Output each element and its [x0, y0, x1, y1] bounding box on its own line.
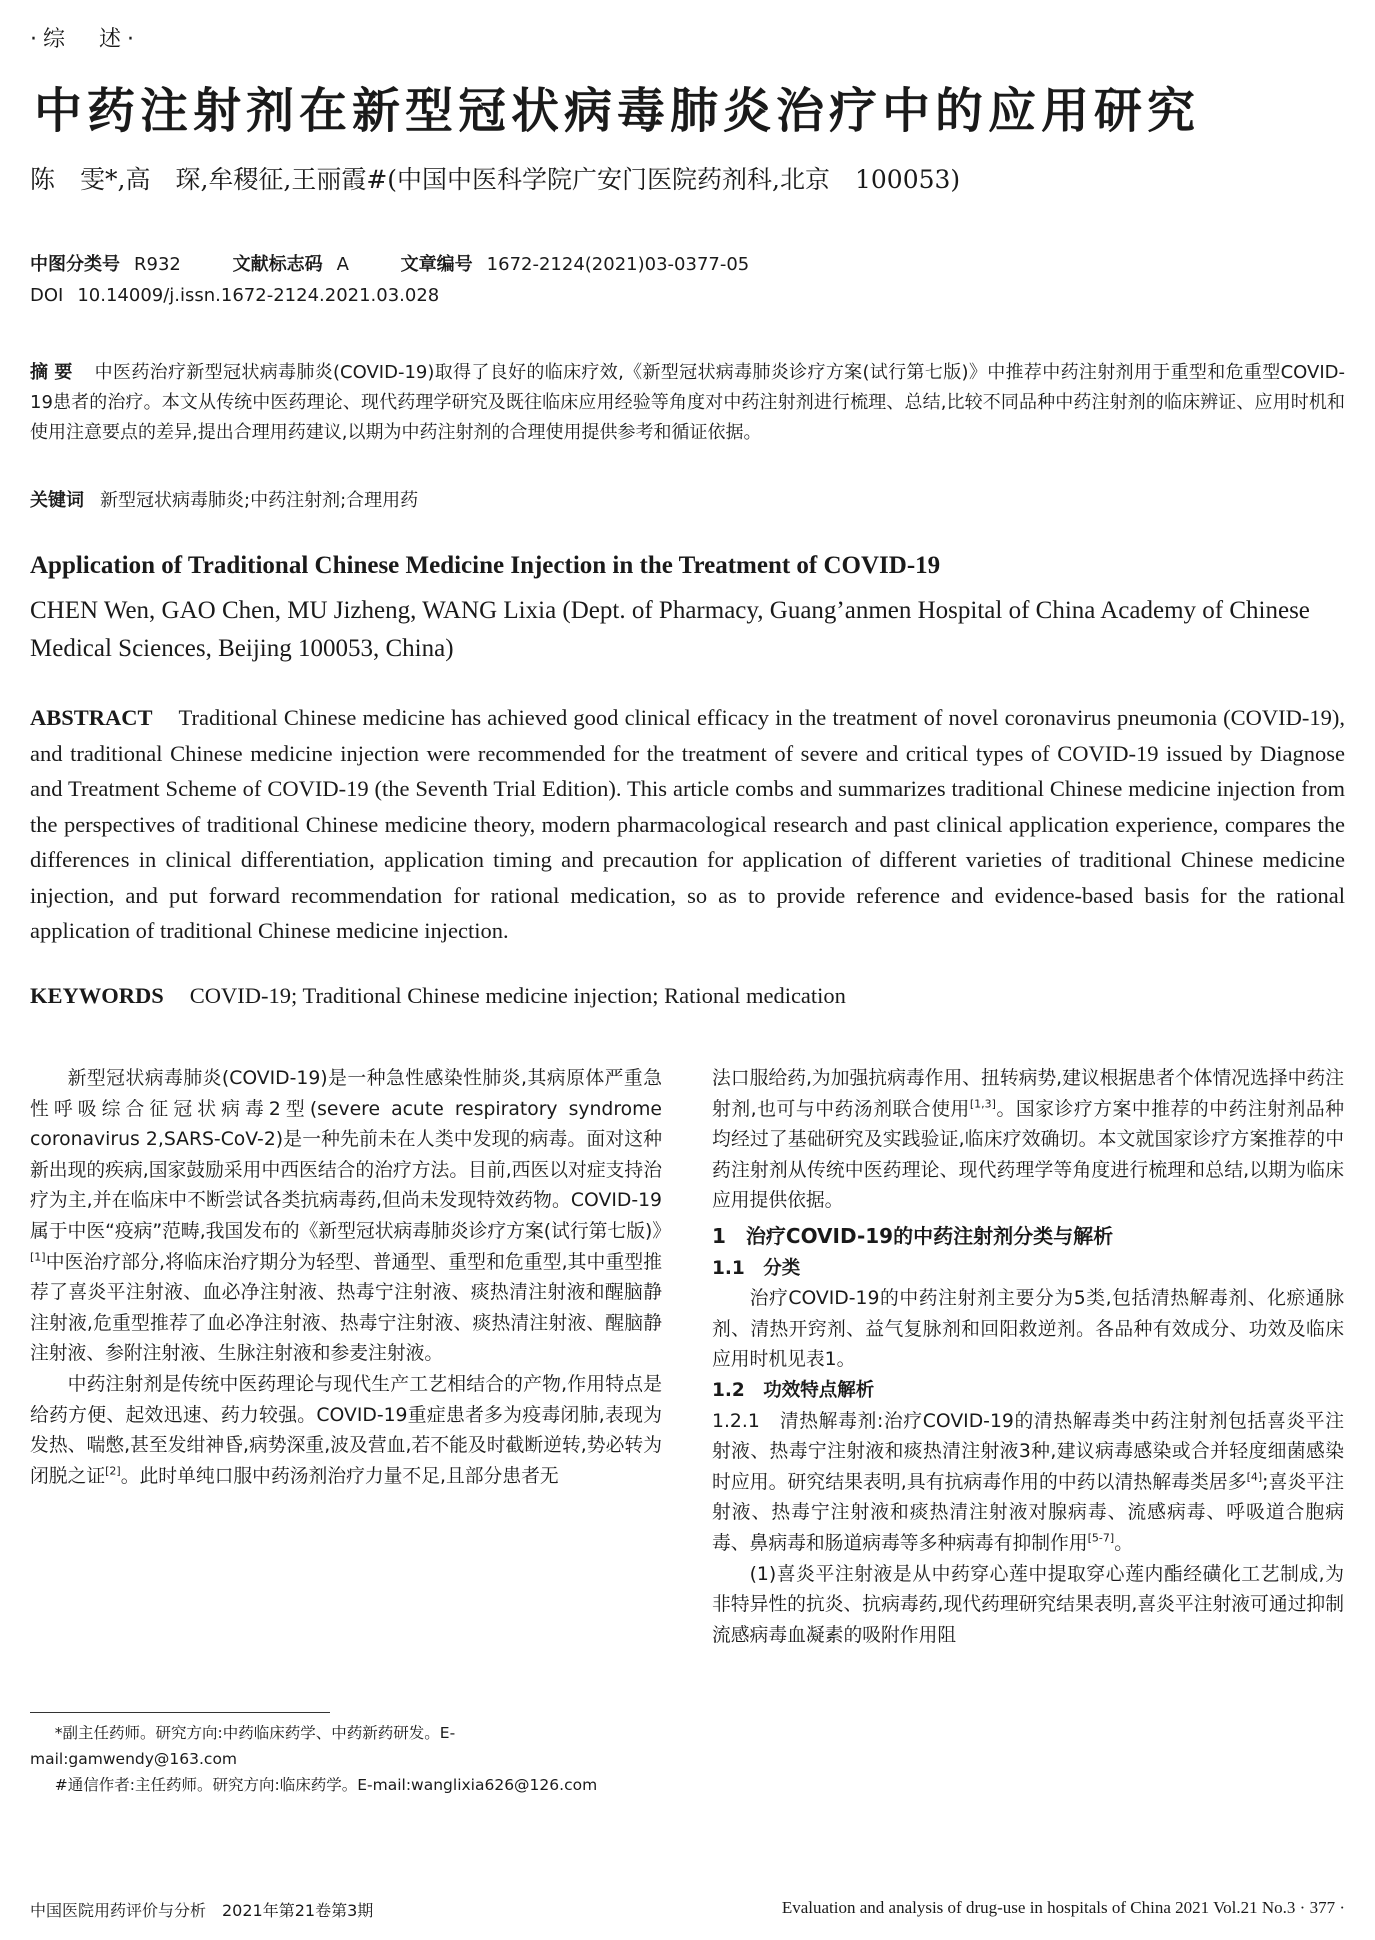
keywords-cn [30, 486, 418, 512]
citation: [5-7] [1087, 1531, 1115, 1545]
body-paragraph: 治疗COVID-19的中药注射剂主要分为5类,包括清热解毒剂、化瘀通脉剂、清热开窍剂、益气复脉剂和回阳救逆剂。各品种有效成分、功效及临床应用时机见表1。 [712, 1288, 1344, 1371]
footer-journal-en: Evaluation and analysis of drug-use in hospitals of China 2021 Vol.21 No.3 · 377 · [781, 1898, 1345, 1917]
keywords-en-label: KEYWORDS [30, 983, 164, 1008]
doi-label: DOI [30, 285, 64, 306]
text-run: 中医治疗部分,将临床治疗期分为轻型、普通型、重型和危重型,其中重型推荐了喜炎平注射液、血必净注射液、热毒宁注射液、痰热清注射液和醒脑静注射液,危重型推荐了血必净注射液、热毒宁注射液、痰热清注射液、醒脑静注射液、参附注射液、生脉注射液和参麦注射液。 [30, 1251, 662, 1365]
keywords-en-text: COVID-19; Traditional Chinese medicine injection; Rational medication [189, 983, 846, 1008]
text-run: 。 [1114, 1532, 1133, 1554]
section-heading: 1 治疗COVID-19的中药注射剂分类与解析 [712, 1223, 1114, 1248]
abstract-en-label: ABSTRACT [30, 705, 153, 730]
text-run: ;喜炎平注射液、热毒宁注射液和痰热清注射液对腺病毒、流感病毒、呼吸道合胞病毒、鼻病毒和肠道病毒等多种病毒有抑制作用 [712, 1471, 1345, 1554]
keywords-en [30, 983, 846, 1009]
text-run: 中药注射剂是传统中医药理论与现代生产工艺相结合的产物,作用特点是给药方便、起效迅速、药力较强。COVID-19重症患者多为疫毒闭肺,表现为发热、喘憋,甚至发绀神昏,病势深重,波及营血,若不能及时截断逆转,势必转为闭脱之证 [30, 1373, 662, 1487]
doi-value: 10.14009/j.issn.1672-2124.2021.03.028 [77, 285, 440, 306]
subsection-heading: 1.1 分类 [712, 1257, 801, 1279]
body-paragraph [712, 1407, 1344, 1560]
section-tag: ·综 述· [30, 27, 140, 52]
artno-value: 1672-2124(2021)03-0377-05 [486, 254, 750, 275]
abstract-cn [30, 358, 1345, 448]
abstract-en-text: Traditional Chinese medicine has achieved good clinical efficacy in the treatment of novel coronavirus pneumonia (COVID-19), and traditional Chinese medicine injection were recommended for the treatment of severe and critical types of COVID-19 issued by Diagnose and Treatment Scheme of COVID-19 (the Seventh Trial Edition). This article combs and summarizes traditional Chinese medicine injection from the perspectives of traditional Chinese medicine theory, modern pharmacological research and past clinical application experience, compares the differences in clinical differentiation, application timing and precaution for application of different varieties of traditional Chinese medicine injection, and put forward recommendation for rational medication, so as to provide reference and evidence-based basis for the rational application of traditional Chinese medicine injection. [30, 705, 1345, 943]
body-paragraph [712, 1064, 1344, 1217]
abstract-en [30, 700, 1345, 949]
title-en: Application of Traditional Chinese Medicine Injection in the Treatment of COVID-19 [30, 552, 941, 579]
footnote-divider [30, 1712, 330, 1713]
body-paragraph: (1)喜炎平注射液是从中药穿心莲中提取穿心莲内酯经磺化工艺制成,为非特异性的抗炎、抗病毒药,现代药理研究结果表明,喜炎平注射液可通过抑制流感病毒血凝素的吸附作用阻 [712, 1563, 1344, 1646]
subsection-heading: 1.2 功效特点解析 [712, 1379, 875, 1401]
doccode-value: A [336, 254, 349, 275]
citation: [1] [30, 1250, 46, 1264]
classification-line [30, 250, 749, 276]
clc-label: 中图分类号 [30, 254, 120, 275]
subsubsection-heading: 1.2.1 清热解毒剂: [712, 1410, 884, 1432]
text-run: 法口服给药,为加强抗病毒作用、扭转病势,建议根据患者个体情况选择中药注射剂,也可与中药汤剂联合使用 [712, 1068, 1344, 1120]
footer-journal-cn: 中国医院用药评价与分析 2021年第21卷第3期 [30, 1901, 374, 1920]
citation: [2] [105, 1464, 121, 1478]
page-title: 中药注射剂在新型冠状病毒肺炎治疗中的应用研究 [34, 83, 1201, 139]
body-paragraph [30, 1370, 662, 1492]
clc-value: R932 [134, 254, 181, 275]
doi-line [30, 285, 439, 306]
citation: [4] [1246, 1470, 1263, 1484]
body-paragraph [30, 1064, 672, 1370]
authors-cn: 陈 雯*,高 琛,牟稷征,王丽霞#(中国中医科学院广安门医院药剂科,北京 100053) [30, 165, 961, 194]
text-run: 。国家诊疗方案中推荐的中药注射剂品种均经过了基础研究及实践验证,临床疗效确切。本文就国家诊疗方案推荐的中药注射剂从传统中医药理论、现代药理学等角度进行梳理和总结,以期为临床应用提供依据。 [712, 1098, 1344, 1212]
authors-en: CHEN Wen, GAO Chen, MU Jizheng, WANG Lixia (Dept. of Pharmacy, Guang’anmen Hospital of China Academy of Chinese Medical Sciences, Beijing 100053, China) [30, 597, 1310, 662]
text-run: 治疗COVID-19的清热解毒类中药注射剂包括喜炎平注射液、热毒宁注射液和痰热清注射液3种,建议病毒感染或合并轻度细菌感染时应用。研究结果表明,具有抗病毒作用的中药以清热解毒类居多 [712, 1410, 1344, 1493]
text-run: 新型冠状病毒肺炎(COVID-19)是一种急性感染性肺炎,其病原体严重急性呼吸综合征冠状病毒2型(severe acute respiratory syndrome coronavirus 2,SARS-CoV-2)是一种先前未在人类中发现的病毒。面对这种新出现的疾病,国家鼓励采用中西医结合的治疗方法。目前,西医以对症支持治疗为主,并在临床中不断尝试各类抗病毒药,但尚未发现特效药物。COVID-19属于中医“疫病”范畴,我国发布的《新型冠状病毒肺炎诊疗方案(试行第七版)》 [30, 1068, 672, 1242]
citation: [1,3] [969, 1097, 996, 1111]
text-run: 。此时单纯口服中药汤剂治疗力量不足,且部分患者无 [120, 1465, 559, 1487]
keywords-cn-text: 新型冠状病毒肺炎;中药注射剂;合理用药 [100, 490, 419, 511]
artno-label: 文章编号 [400, 254, 473, 275]
body-column-left [30, 1064, 672, 1492]
doccode-label: 文献标志码 [232, 254, 323, 275]
footnote: #通信作者:主任药师。研究方向:临床药学。E-mail:wanglixia626@126.com [54, 1776, 598, 1794]
body-column-right [712, 1064, 1344, 1651]
abstract-cn-label: 摘要 [30, 362, 79, 383]
keywords-cn-label: 关键词 [30, 490, 84, 511]
footnote: *副主任药师。研究方向:中药临床药学、中药新药研发。E-mail:gamwendy@163.com [30, 1724, 456, 1768]
abstract-cn-text: 中医药治疗新型冠状病毒肺炎(COVID-19)取得了良好的临床疗效,《新型冠状病毒肺炎诊疗方案(试行第七版)》中推荐中药注射剂用于重型和危重型COVID-19患者的治疗。本文从传统中医药理论、现代药理学研究及既往临床应用经验等角度对中药注射剂进行梳理、总结,比较不同品种中药注射剂的临床辨证、应用时机和使用注意要点的差异,提出合理用药建议,以期为中药注射剂的合理使用提供参考和循证依据。 [30, 362, 1345, 443]
footnotes [30, 1720, 662, 1798]
